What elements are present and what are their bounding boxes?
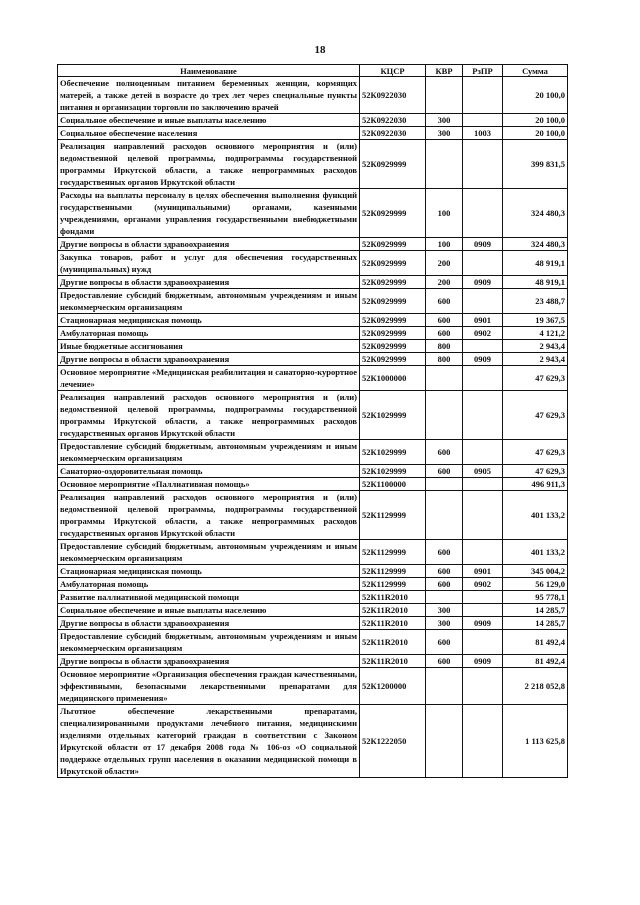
cell-sum: 47 629,3 (503, 366, 568, 391)
cell-rzpr: 0909 (463, 238, 503, 251)
table-row (58, 77, 568, 114)
cell-rzpr (463, 77, 503, 114)
table-row (58, 340, 568, 353)
cell-rzpr (463, 251, 503, 276)
cell-kvr: 600 (426, 327, 463, 340)
cell-kcsr: 52К11R2010 (360, 655, 426, 668)
column-header-kcsr: КЦСР (360, 65, 426, 77)
table-row (58, 289, 568, 314)
table-row (58, 465, 568, 478)
cell-kcsr: 52К1029999 (360, 391, 426, 440)
cell-kcsr: 52К1129999 (360, 565, 426, 578)
table-header-row (58, 65, 568, 77)
cell-name: Амбулаторная помощь (58, 578, 360, 591)
cell-name: Основное мероприятие «Паллиативная помощь» (58, 478, 360, 491)
cell-name: Социальное обеспечение населения (58, 127, 360, 140)
table-row (58, 114, 568, 127)
cell-name: Иные бюджетные ассигнования (58, 340, 360, 353)
cell-name: Социальное обеспечение и иные выплаты населению (58, 604, 360, 617)
table-row (58, 630, 568, 655)
cell-sum: 2 218 052,8 (503, 668, 568, 705)
cell-sum: 496 911,3 (503, 478, 568, 491)
cell-kvr: 600 (426, 630, 463, 655)
cell-sum: 345 004,2 (503, 565, 568, 578)
cell-kcsr: 52К0929999 (360, 289, 426, 314)
cell-sum: 81 492,4 (503, 655, 568, 668)
cell-kvr (426, 391, 463, 440)
table-row (58, 491, 568, 540)
cell-kvr (426, 140, 463, 189)
table-row (58, 314, 568, 327)
cell-kvr: 300 (426, 617, 463, 630)
table-row (58, 238, 568, 251)
cell-kcsr: 52К0929999 (360, 140, 426, 189)
cell-kcsr: 52К1129999 (360, 540, 426, 565)
table-row (58, 366, 568, 391)
cell-kvr: 600 (426, 655, 463, 668)
cell-sum: 2 943,4 (503, 340, 568, 353)
table-row (58, 578, 568, 591)
cell-name: Расходы на выплаты персоналу в целях обеспечения выполнения функций государственными (муниципальными) органами, казенными учреждениями, органами управления государственными внебюджетными фондами (58, 189, 360, 238)
cell-name: Стационарная медицинская помощь (58, 314, 360, 327)
cell-kvr: 300 (426, 604, 463, 617)
cell-sum: 47 629,3 (503, 440, 568, 465)
cell-rzpr (463, 668, 503, 705)
table-row (58, 540, 568, 565)
cell-name: Другие вопросы в области здравоохранения (58, 276, 360, 289)
cell-kcsr: 52К1222050 (360, 705, 426, 778)
cell-name: Предоставление субсидий бюджетным, автономным учреждениям и иным некоммерческим организациям (58, 289, 360, 314)
cell-kvr: 200 (426, 276, 463, 289)
cell-name: Реализация направлений расходов основного мероприятия и (или) ведомственной целевой программы, подпрограммы государственной программы Иркутской области, а также непрограммных расходов государственных органов Иркутской области (58, 140, 360, 189)
cell-kcsr: 52К1200000 (360, 668, 426, 705)
cell-rzpr: 0902 (463, 327, 503, 340)
cell-rzpr: 0909 (463, 655, 503, 668)
cell-sum: 324 480,3 (503, 238, 568, 251)
cell-rzpr (463, 366, 503, 391)
cell-name: Другие вопросы в области здравоохранения (58, 238, 360, 251)
cell-kcsr: 52К11R2010 (360, 630, 426, 655)
table-row (58, 478, 568, 491)
cell-kcsr: 52К1029999 (360, 465, 426, 478)
cell-sum: 401 133,2 (503, 491, 568, 540)
cell-rzpr: 0901 (463, 314, 503, 327)
cell-sum: 47 629,3 (503, 391, 568, 440)
cell-rzpr: 0909 (463, 353, 503, 366)
cell-kcsr: 52К11R2010 (360, 604, 426, 617)
table-row (58, 440, 568, 465)
cell-kvr (426, 366, 463, 391)
cell-name: Реализация направлений расходов основного мероприятия и (или) ведомственной целевой программы, подпрограммы государственной программы Иркутской области, а также непрограммных расходов государственных органов Иркутской области (58, 491, 360, 540)
cell-name: Стационарная медицинская помощь (58, 565, 360, 578)
cell-kcsr: 52К1100000 (360, 478, 426, 491)
cell-kcsr: 52К0929999 (360, 189, 426, 238)
table-row (58, 604, 568, 617)
column-header-name: Наименование (58, 65, 360, 77)
cell-kcsr: 52К0929999 (360, 314, 426, 327)
cell-sum: 48 919,1 (503, 276, 568, 289)
cell-kvr: 800 (426, 353, 463, 366)
table-row (58, 565, 568, 578)
cell-sum: 401 133,2 (503, 540, 568, 565)
cell-rzpr (463, 340, 503, 353)
cell-rzpr: 0902 (463, 578, 503, 591)
cell-rzpr (463, 440, 503, 465)
cell-sum: 81 492,4 (503, 630, 568, 655)
cell-rzpr: 1003 (463, 127, 503, 140)
table-row (58, 276, 568, 289)
cell-rzpr (463, 591, 503, 604)
cell-kvr: 200 (426, 251, 463, 276)
cell-kcsr: 52К11R2010 (360, 591, 426, 604)
cell-name: Социальное обеспечение и иные выплаты населению (58, 114, 360, 127)
cell-kvr (426, 77, 463, 114)
cell-sum: 2 943,4 (503, 353, 568, 366)
table-row (58, 617, 568, 630)
cell-name: Обеспечение полноценным питанием беременных женщин, кормящих матерей, а также детей в возрасте до трех лет через специальные пункты питания и организации торговли по заключению врачей (58, 77, 360, 114)
cell-name: Амбулаторная помощь (58, 327, 360, 340)
table-row (58, 391, 568, 440)
column-header-rzpr: РзПР (463, 65, 503, 77)
cell-rzpr (463, 630, 503, 655)
cell-kvr: 100 (426, 189, 463, 238)
cell-rzpr (463, 189, 503, 238)
table-row (58, 591, 568, 604)
cell-kvr (426, 705, 463, 778)
cell-kcsr: 52К0922030 (360, 77, 426, 114)
cell-sum: 20 100,0 (503, 114, 568, 127)
column-header-sum: Сумма (503, 65, 568, 77)
cell-rzpr (463, 391, 503, 440)
table-row (58, 251, 568, 276)
cell-sum: 95 778,1 (503, 591, 568, 604)
table-row (58, 189, 568, 238)
table-row (58, 705, 568, 778)
cell-kvr: 300 (426, 127, 463, 140)
cell-kvr (426, 668, 463, 705)
cell-name: Реализация направлений расходов основного мероприятия и (или) ведомственной целевой программы, подпрограммы государственной программы Иркутской области, а также непрограммных расходов государственных органов Иркутской области (58, 391, 360, 440)
cell-rzpr (463, 478, 503, 491)
cell-kcsr: 52К0929999 (360, 276, 426, 289)
cell-rzpr (463, 491, 503, 540)
cell-name: Предоставление субсидий бюджетным, автономным учреждениям и иным некоммерческим организациям (58, 540, 360, 565)
cell-sum: 4 121,2 (503, 327, 568, 340)
cell-name: Основное мероприятие «Организация обеспечения граждан качественными, эффективными, безопасными лекарственными препаратами для медицинского применения» (58, 668, 360, 705)
cell-name: Предоставление субсидий бюджетным, автономным учреждениям и иным некоммерческим организациям (58, 630, 360, 655)
cell-rzpr (463, 705, 503, 778)
cell-name: Санаторно-оздоровительная помощь (58, 465, 360, 478)
cell-kcsr: 52К0929999 (360, 251, 426, 276)
cell-rzpr: 0909 (463, 276, 503, 289)
cell-sum: 14 285,7 (503, 604, 568, 617)
cell-sum: 48 919,1 (503, 251, 568, 276)
cell-kvr (426, 491, 463, 540)
cell-sum: 20 100,0 (503, 77, 568, 114)
table-row (58, 353, 568, 366)
page-number: 18 (314, 44, 326, 56)
cell-name: Закупка товаров, работ и услуг для обеспечения государственных (муниципальных) нужд (58, 251, 360, 276)
cell-kvr: 100 (426, 238, 463, 251)
cell-kvr: 300 (426, 114, 463, 127)
cell-rzpr (463, 604, 503, 617)
cell-kvr: 600 (426, 289, 463, 314)
cell-sum: 20 100,0 (503, 127, 568, 140)
cell-kvr: 600 (426, 465, 463, 478)
cell-rzpr: 0905 (463, 465, 503, 478)
table-row (58, 140, 568, 189)
cell-name: Льготное обеспечение лекарственными препаратами, специализированными продуктами лечебного питания, медицинскими изделиями отдельных категорий граждан в соответствии с Законом Иркутской области от 17 декабря 2008 года № 106-оз «О социальной поддержке отдельных групп населения в оказании медицинской помощи в Иркутской области» (58, 705, 360, 778)
cell-kvr: 600 (426, 314, 463, 327)
table-row (58, 668, 568, 705)
cell-kvr: 800 (426, 340, 463, 353)
table-row (58, 327, 568, 340)
cell-name: Другие вопросы в области здравоохранения (58, 353, 360, 366)
cell-kvr (426, 591, 463, 604)
cell-kvr: 600 (426, 540, 463, 565)
cell-sum: 1 113 625,8 (503, 705, 568, 778)
cell-kcsr: 52К0922030 (360, 127, 426, 140)
cell-rzpr (463, 114, 503, 127)
cell-kcsr: 52К0929999 (360, 353, 426, 366)
cell-kcsr: 52К11R2010 (360, 617, 426, 630)
cell-sum: 56 129,0 (503, 578, 568, 591)
cell-kcsr: 52К1000000 (360, 366, 426, 391)
cell-name: Развитие паллиативной медицинской помощи (58, 591, 360, 604)
cell-kvr: 600 (426, 578, 463, 591)
cell-sum: 14 285,7 (503, 617, 568, 630)
cell-rzpr: 0909 (463, 617, 503, 630)
cell-rzpr (463, 289, 503, 314)
column-header-kvr: КВР (426, 65, 463, 77)
cell-kcsr: 52К0922030 (360, 114, 426, 127)
cell-kvr (426, 478, 463, 491)
cell-kcsr: 52К1129999 (360, 491, 426, 540)
cell-sum: 399 831,5 (503, 140, 568, 189)
budget-table (57, 64, 568, 778)
cell-name: Основное мероприятие «Медицинская реабилитация и санаторно-курортное лечение» (58, 366, 360, 391)
cell-sum: 324 480,3 (503, 189, 568, 238)
cell-kcsr: 52К1029999 (360, 440, 426, 465)
cell-sum: 47 629,3 (503, 465, 568, 478)
cell-sum: 19 367,5 (503, 314, 568, 327)
cell-kcsr: 52К1129999 (360, 578, 426, 591)
table-body (58, 77, 568, 778)
cell-rzpr (463, 140, 503, 189)
cell-kcsr: 52К0929999 (360, 340, 426, 353)
cell-name: Другие вопросы в области здравоохранения (58, 617, 360, 630)
cell-sum: 23 488,7 (503, 289, 568, 314)
cell-name: Предоставление субсидий бюджетным, автономным учреждениям и иным некоммерческим организациям (58, 440, 360, 465)
table-row (58, 127, 568, 140)
cell-name: Другие вопросы в области здравоохранения (58, 655, 360, 668)
cell-rzpr (463, 540, 503, 565)
cell-kvr: 600 (426, 440, 463, 465)
cell-kvr: 600 (426, 565, 463, 578)
cell-kcsr: 52К0929999 (360, 327, 426, 340)
cell-rzpr: 0901 (463, 565, 503, 578)
cell-kcsr: 52К0929999 (360, 238, 426, 251)
table-row (58, 655, 568, 668)
